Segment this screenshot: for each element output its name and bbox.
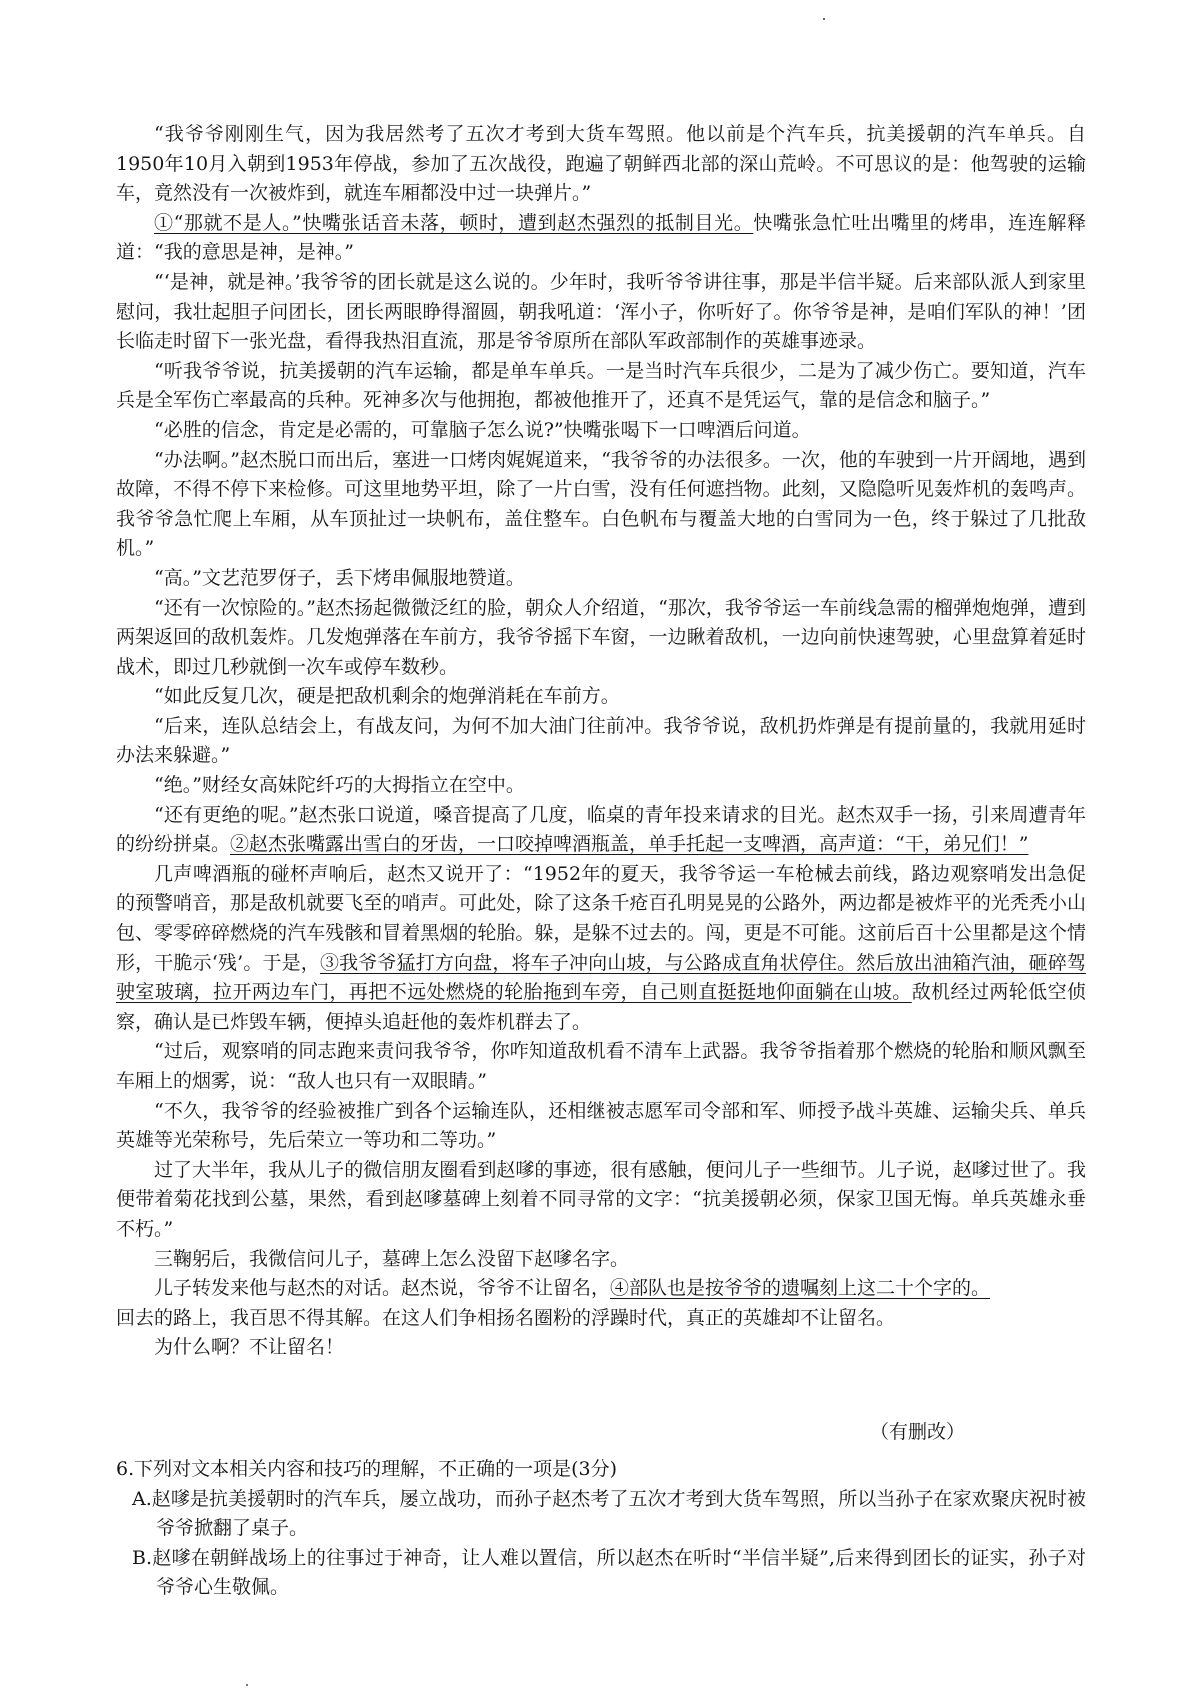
paragraph: “必胜的信念，肯定是必需的，可靠脑子怎么说?”快嘴张喝下一口啤酒后问道。 (154, 418, 811, 441)
option-a: A.赵嗲是抗美援朝时的汽车兵，屡立战功，而孙子赵杰考了五次才考到大货车驾照，所以当孙子在家欢聚庆祝时被爷爷掀翻了桌子。 (132, 1487, 1086, 1540)
paragraph-text: 儿子转发来他与赵杰的对话。赵杰说，爷爷不让留名， (154, 1277, 611, 1300)
question-6 (116, 1455, 1086, 1603)
paragraph: “高。”文艺范罗伢子，丢下烤串佩服地赞道。 (154, 566, 525, 589)
paragraph: “‘是神，就是神。’我爷爷的团长就是这么说的。少年时，我听爷爷讲往事，那是半信半疑。后来部队派人到家里慰问，我壮起胆子问团长，团长两眼睁得溜圆，朝我吼道：‘浑小子，你听好了。你爷爷是神，是咱们军队的神！’团长临走时留下一张光盘，看得我热泪直流，那是爷爷原所在部队军政部制作的英雄事迹录。 (116, 270, 1086, 353)
paragraph-text: 快嘴张急忙吐出嘴里的烤串，连连解释道：“我的意思是神，是神。” (116, 211, 1086, 264)
paragraph: “办法啊。”赵杰脱口而出后，塞进一口烤肉娓娓道来，“我爷爷的办法很多。一次，他的车驶到一片开阔地，遇到故障，不得不停下来检修。可这里地势平坦，除了一片白雪，没有任何遮挡物。此刻，又隐隐听见轰炸机的轰鸣声。我爷爷急忙爬上车厢，从车顶扯过一块帆布，盖住整车。白色帆布与覆盖大地的白雪同为一色，终于躲过了几批敌机。” (116, 448, 1086, 560)
story-passage (116, 120, 1086, 1363)
paragraph: 回去的路上，我百思不得其解。在这人们争相扬名圈粉的浮躁时代，真正的英雄却不让留名。 (116, 1306, 896, 1329)
paragraph (116, 860, 1086, 1038)
paragraph: “还有一次惊险的。”赵杰扬起微微泛红的脸，朝众人介绍道，“那次，我爷爷运一车前线急需的榴弹炮炮弹，遭到两架返回的敌机轰炸。几发炮弹落在车前方，我爷爷摇下车窗，一边瞅着敌机，一边向前快速驾驶，心里盘算着延时战术，即过几秒就倒一次车或停车数秒。 (116, 596, 1086, 678)
paragraph (116, 209, 1086, 268)
paragraph: “不久，我爷爷的经验被推广到各个运输连队，还相继被志愿军司令部和军、师授予战斗英雄、运输尖兵、单兵英雄等光荣称号，先后荣立一等功和二等功。” (116, 1099, 1086, 1152)
question-stem: 6.下列对文本相关内容和技巧的理解，不正确的一项是(3分) (116, 1458, 618, 1480)
paragraph: “过后，观察哨的同志跑来责问我爷爷，你咋知道敌机看不清车上武器。我爷爷指着那个燃烧的轮胎和顺风飘至车厢上的烟雾，说：“敌人也只有一双眼睛。” (116, 1040, 1086, 1092)
paragraph: 为什么啊？不让留名！ (154, 1336, 345, 1359)
underlined-sentence-4: ④部队也是按爷爷的遗嘱刻上这二十个字的。 (610, 1277, 991, 1300)
paragraph: “后来，连队总结会上，有战友问，为何不加大油门往前冲。我爷爷说，敌机扔炸弹是有提前量的，我就用延时办法来躲避。” (116, 714, 1086, 767)
paragraph: “我爷爷刚刚生气，因为我居然考了五次才考到大货车驾照。他以前是个汽车兵，抗美援朝的汽车单兵。自1950年10月入朝到1953年停战，参加了五次战役，跑遍了朝鲜西北部的深山荒岭。不可思议的是：他驾驶的运输车，竟然没有一次被炸到，就连车厢都没中过一块弹片。” (116, 123, 1086, 205)
paragraph: 过了大半年，我从儿子的微信朋友圈看到赵嗲的事迹，很有感触，便问儿子一些细节。儿子说，赵嗲过世了。我便带着菊花找到公墓，果然，看到赵嗲墓碑上刻着不同寻常的文字：“抗美援朝必须，保家卫国无悔。单兵英雄永垂不朽。” (116, 1158, 1086, 1240)
option-b: B.赵嗲在朝鲜战场上的往事过于神奇，让人难以置信，所以赵杰在听时“半信半疑”,后来得到团长的证实，孙子对爷爷心生敬佩。 (132, 1546, 1086, 1599)
underlined-sentence-3: ③我爷爷猛打方向盘，将车子冲向山坡，与公路成直角状停住。然后放出油箱汽油，砸碎驾驶室玻璃，拉开两边车门，再把不远处燃烧的轮胎拖到车旁，自己则直挺挺地仰面躺在山坡。 (116, 951, 1086, 1004)
paragraph: 三鞠躬后，我微信问儿子，墓碑上怎么没留下赵嗲名字。 (154, 1247, 630, 1270)
underlined-sentence-2: ②赵杰张嘴露出雪白的牙齿，一口咬掉啤酒瓶盖，单手托起一支啤酒，高声道：“干，弟兄们！” (230, 833, 1029, 856)
source-note: （有删改） (869, 1421, 965, 1443)
paragraph: “如此反复几次，硬是把敌机剩余的炮弹消耗在车前方。 (154, 685, 620, 708)
paragraph-text: 几声啤酒瓶的碰杯声响后，赵杰又说开了：“1952年的夏天，我爷爷运一车枪械去前线，路边观察哨发出急促的预警哨音，那是敌机就要飞至的哨声。可此处，除了这条千疮百孔明晃晃的公路外，两边都是被炸平的光秃秃小山包、零零碎碎燃烧的汽车残骸和冒着黑烟的轮胎。躲，是躲不过去的。闯，更是不可能。这前后百十公里都是这个情形，干脆示‘残’。于是， (116, 862, 1086, 974)
paragraph (116, 801, 1086, 860)
paragraph: “听我爷爷说，抗美援朝的汽车运输，都是单车单兵。一是当时汽车兵很少，二是为了减少伤亡。要知道，汽车兵是全军伤亡率最高的兵种。死神多次与他拥抱，都被他推开了，还真不是凭运气，靠的是信念和脑子。” (116, 359, 1086, 412)
paragraph (116, 1274, 1086, 1304)
underlined-sentence-1: ①“那就不是人。”快嘴张话音未落，顿时，遭到赵杰强烈的抵制目光。 (154, 211, 754, 234)
scan-speck (823, 18, 825, 20)
paragraph-text: “还有更绝的呢。”赵杰张口说道，嗓音提高了几度，临桌的青年投来请求的目光。赵杰双手一扬，引来周遭青年的纷纷拼桌。 (116, 803, 1086, 856)
paragraph-text: 敌机经过两轮低空侦察，确认是已炸毁车辆，便掉头追赶他的轰炸机群去了。 (116, 981, 1086, 1033)
paragraph: “绝。”财经女高妹陀纤巧的大拇指立在空中。 (154, 774, 525, 797)
scan-speck (246, 1684, 248, 1686)
